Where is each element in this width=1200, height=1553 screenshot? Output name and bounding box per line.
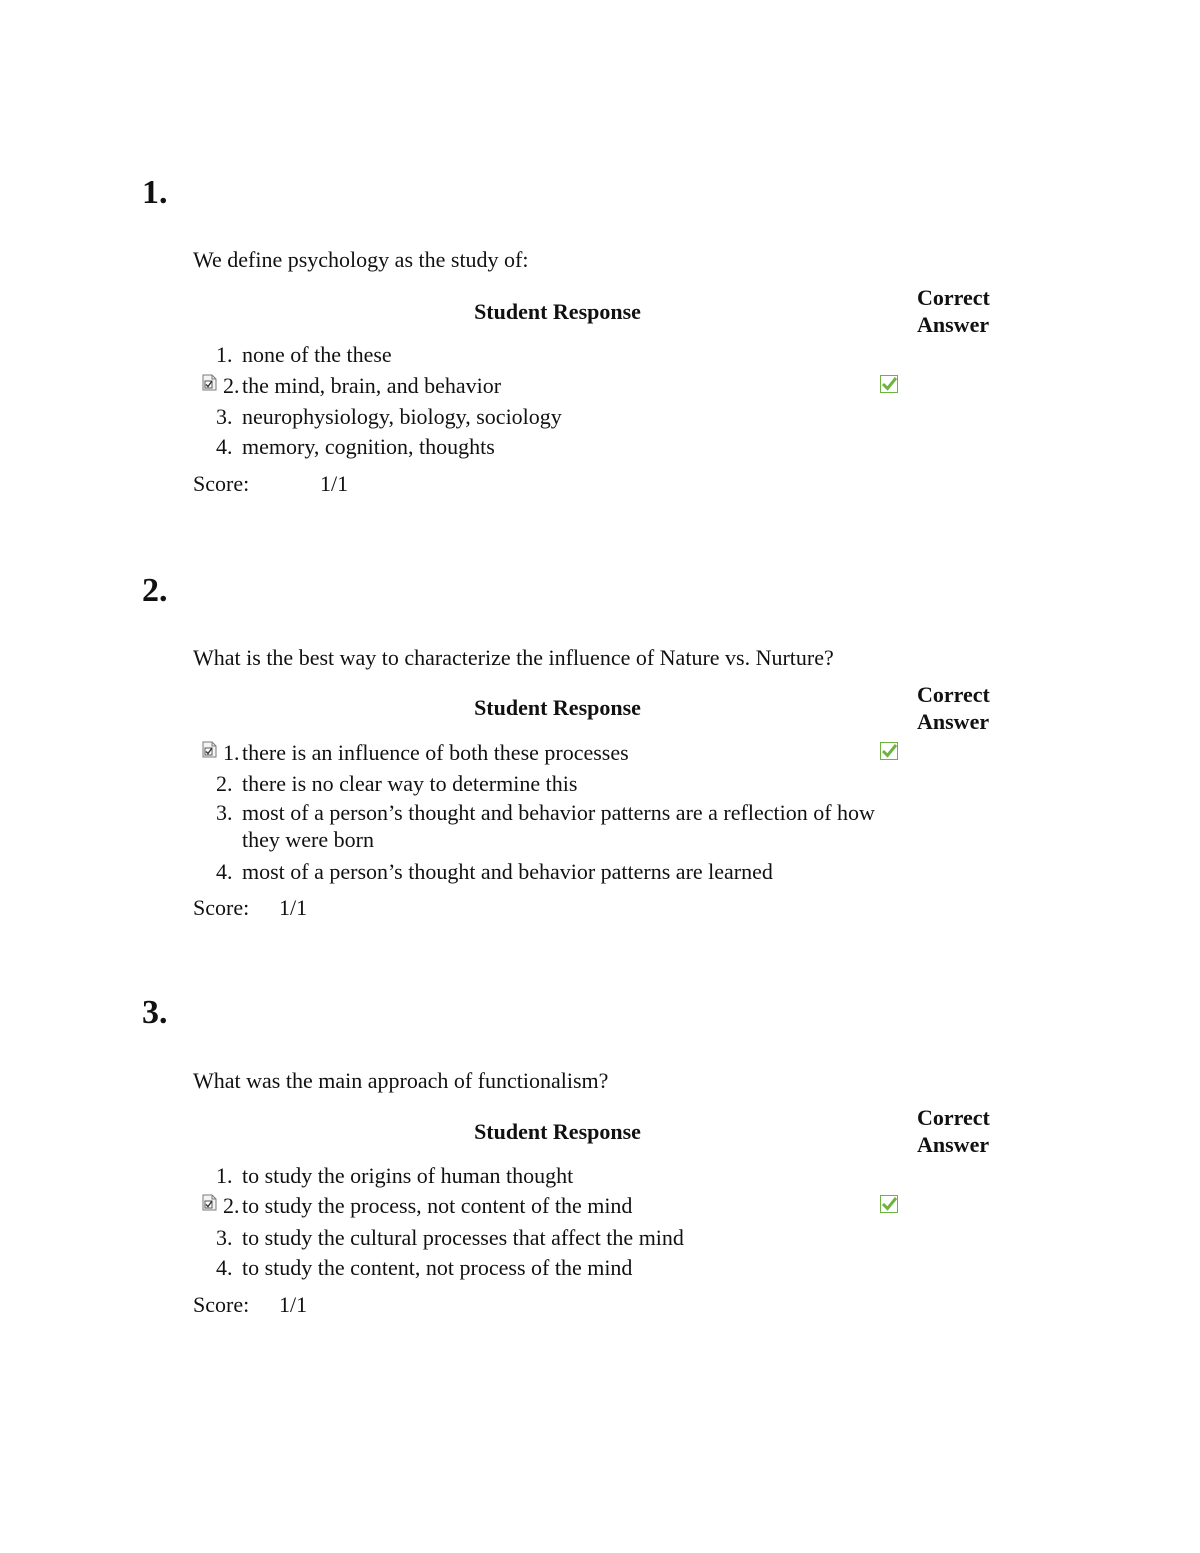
option-text: most of a person’s thought and behavior patterns are a reflection of how they were born: [242, 800, 875, 852]
score-value: 1/1: [320, 471, 349, 496]
score-label: Score:: [193, 1292, 250, 1317]
question-text: What was the main approach of functionalism?: [193, 1068, 609, 1093]
answer-option: [196, 1254, 886, 1281]
correct-header-line2: Answer: [917, 1132, 990, 1157]
correct-answer-header: [917, 284, 1027, 338]
score-line: [193, 1292, 308, 1318]
option-number: 1.: [216, 1163, 233, 1188]
option-number: 4.: [216, 1255, 233, 1280]
option-number: 3.: [216, 800, 233, 825]
answer-option: [196, 403, 886, 430]
option-number: 3.: [216, 1225, 233, 1250]
correct-answer-header: [917, 1104, 1027, 1158]
option-text: neurophysiology, biology, sociology: [242, 404, 562, 429]
correct-header-line1: Correct: [917, 1105, 990, 1130]
score-value: 1/1: [279, 895, 308, 920]
score-line: [193, 895, 308, 921]
option-text: there is an influence of both these processes: [242, 740, 629, 765]
answer-option: [196, 770, 886, 797]
answer-option: [196, 1162, 886, 1189]
selected-response-icon: [202, 374, 217, 391]
option-number: 2.: [223, 1193, 240, 1218]
correct-header-line1: Correct: [917, 682, 990, 707]
green-check-icon: [880, 742, 898, 760]
question-text: What is the best way to characterize the influence of Nature vs. Nurture?: [193, 645, 834, 670]
question-number: 1.: [142, 174, 168, 211]
option-text: most of a person’s thought and behavior patterns are learned: [242, 859, 773, 884]
answer-option: [196, 799, 886, 853]
selected-response-icon: [202, 1194, 217, 1211]
option-text: none of the these: [242, 342, 392, 367]
answer-option: [196, 858, 886, 885]
score-value: 1/1: [279, 1292, 308, 1317]
correct-header-line1: Correct: [917, 285, 990, 310]
score-label: Score:: [193, 471, 250, 496]
option-text: to study the process, not content of the mind: [242, 1193, 633, 1218]
option-number: 3.: [216, 404, 233, 429]
selected-response-icon: [202, 741, 217, 758]
answer-option: [196, 433, 886, 460]
student-response-header: Student Response: [474, 299, 641, 324]
option-number: 4.: [216, 434, 233, 459]
student-response-header: Student Response: [474, 1119, 641, 1144]
answer-option-selected: [196, 372, 886, 399]
question-text: We define psychology as the study of:: [193, 247, 529, 272]
answer-option-selected: [196, 739, 886, 766]
option-text: to study the origins of human thought: [242, 1163, 574, 1188]
option-text: the mind, brain, and behavior: [242, 373, 502, 398]
answer-option: [196, 341, 886, 368]
score-line: [193, 471, 349, 497]
student-response-header: Student Response: [474, 695, 641, 720]
question-number: 3.: [142, 994, 168, 1031]
green-check-icon: [880, 375, 898, 393]
answer-option-selected: [196, 1192, 886, 1219]
option-number: 2.: [216, 771, 233, 796]
correct-answer-header: [917, 681, 1027, 735]
question-number: 2.: [142, 572, 168, 609]
option-text: to study the content, not process of the mind: [242, 1255, 633, 1280]
option-text: there is no clear way to determine this: [242, 771, 578, 796]
score-label: Score:: [193, 895, 250, 920]
correct-header-line2: Answer: [917, 709, 990, 734]
correct-header-line2: Answer: [917, 312, 990, 337]
option-number: 1.: [216, 342, 233, 367]
answer-option: [196, 1224, 886, 1251]
option-number: 1.: [223, 740, 240, 765]
option-number: 4.: [216, 859, 233, 884]
option-text: to study the cultural processes that affect the mind: [242, 1225, 684, 1250]
green-check-icon: [880, 1195, 898, 1213]
option-text: memory, cognition, thoughts: [242, 434, 495, 459]
option-number: 2.: [223, 373, 240, 398]
